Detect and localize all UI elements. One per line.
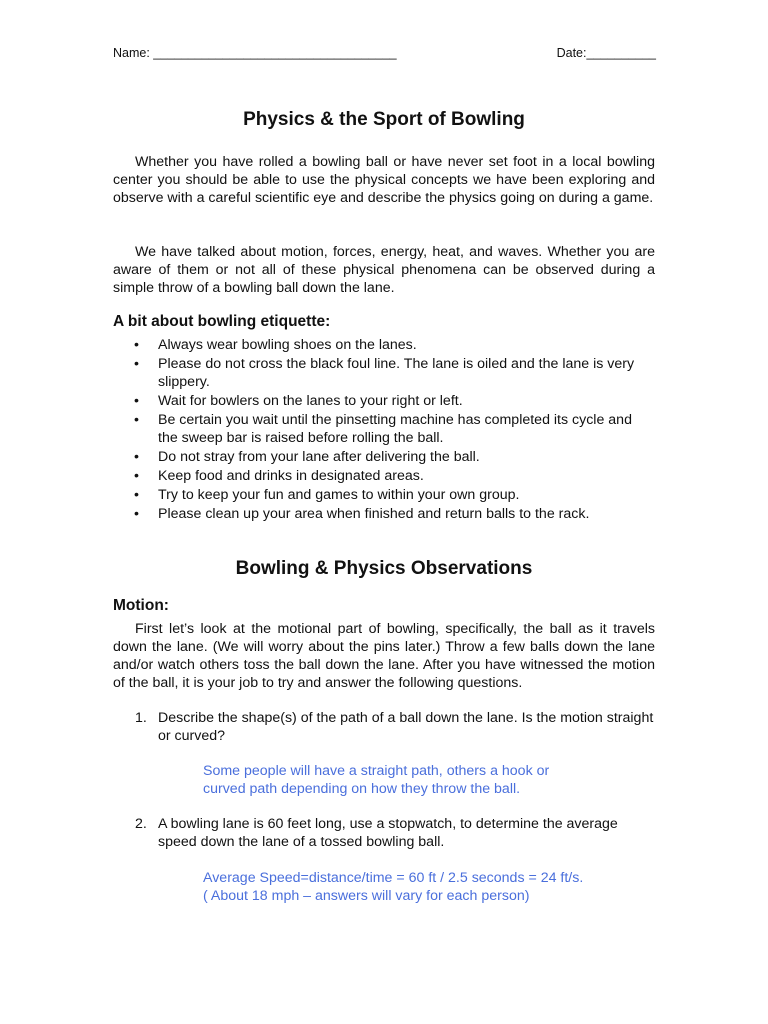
answer-line: ( About 18 mph – answers will vary for each person) [203,888,530,904]
list-item: • Keep food and drinks in designated areas. [134,468,424,484]
list-item: • Always wear bowling shoes on the lanes. [134,337,417,353]
page-title: Physics & the Sport of Bowling [243,109,525,130]
list-item: • Try to keep your fun and games to within your own group. [134,487,520,503]
question-text: Describe the shape(s) of the path of a ball down the lane. Is the motion straight or curved? [158,710,654,744]
list-item: • Please clean up your area when finished and return balls to the rack. [134,506,590,522]
answer-line: curved path depending on how they throw the ball. [203,781,521,797]
question-1 [113,709,655,745]
answer-1 [203,762,549,798]
etiquette-list [113,336,655,524]
intro-paragraph-1: Whether you have rolled a bowling ball or have never set foot in a local bowling center you should be able to use the physical concepts we have been exploring and observe with a careful scientific eye and describe the physics going on during a game. [113,154,655,206]
question-number: 1. [135,710,147,726]
list-item: • Wait for bowlers on the lanes to your right or left. [134,393,463,409]
date-field-label: Date:__________ [556,46,656,60]
motion-heading: Motion: [113,597,169,614]
bullet-icon: • [134,356,139,372]
question-text: A bowling lane is 60 feet long, use a stopwatch, to determine the average speed down the lane of a tossed bowling ball. [158,816,618,850]
question-2 [113,815,655,851]
answer-line: Average Speed=distance/time = 60 ft / 2.5 seconds = 24 ft/s. [203,870,584,886]
etiquette-heading: A bit about bowling etiquette: [113,313,331,330]
list-item: • Do not stray from your lane after delivering the ball. [134,449,480,465]
bullet-icon: • [134,506,139,522]
bullet-icon: • [134,393,139,409]
bullet-icon: • [134,468,139,484]
observations-title: Bowling & Physics Observations [235,558,533,579]
name-field-label: Name: ___________________________________ [113,46,397,60]
header-row [113,46,656,60]
list-item: • Be certain you wait until the pinsetting machine has completed its cycle and the sweep bar is raised before rolling the ball. [134,412,632,446]
motion-intro-paragraph: First let’s look at the motional part of bowling, specifically, the ball as it travels down the lane. (We will worry about the pins later.) Throw a few balls down the lane and/or watch others toss the ball down the lane. After you have witnessed the motion of the ball, it is your job to try and answer the following questions. [113,621,655,691]
question-number: 2. [135,816,147,832]
bullet-icon: • [134,412,139,428]
answer-2 [203,869,583,905]
bullet-icon: • [134,449,139,465]
bullet-icon: • [134,487,139,503]
answer-line: Some people will have a straight path, others a hook or [203,763,550,779]
bullet-icon: • [134,337,139,353]
intro-paragraph-2: We have talked about motion, forces, energy, heat, and waves. Whether you are aware of them or not all of these physical phenomena can be observed during a simple throw of a bowling ball down the lane. [113,244,655,296]
list-item: • Please do not cross the black foul line. The lane is oiled and the lane is very slippery. [134,356,635,390]
